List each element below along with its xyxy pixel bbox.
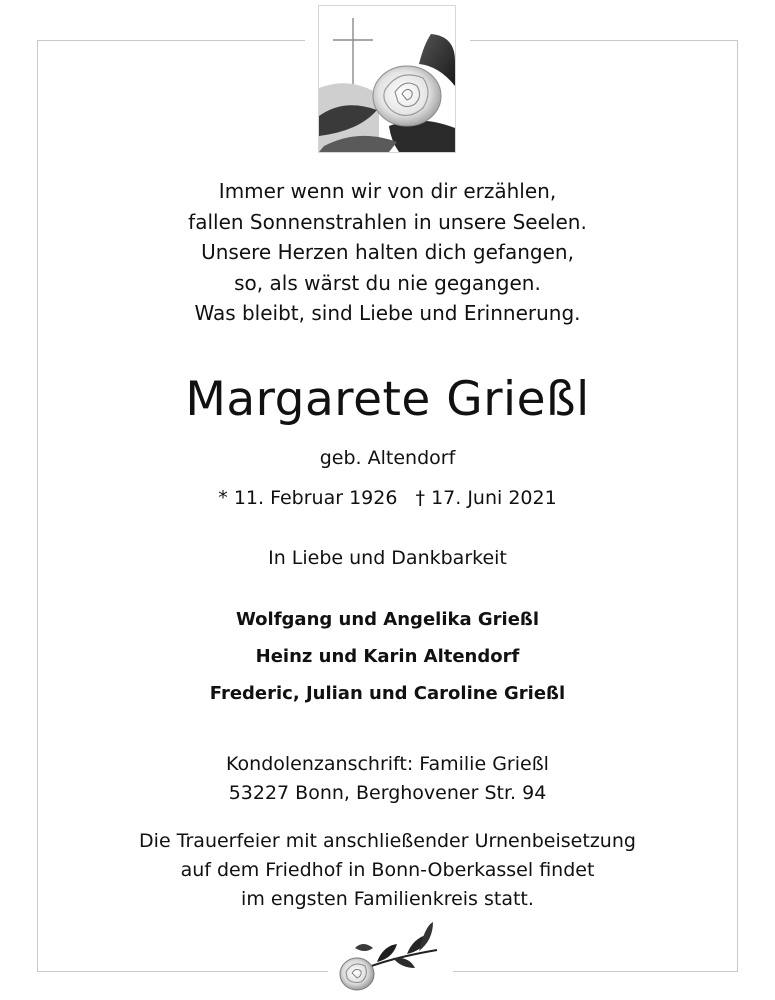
cross-and-rose-icon [318,5,456,153]
notice-line: auf dem Friedhof in Bonn-Oberkassel findet [180,859,595,881]
notice-line: im engsten Familienkreis statt. [241,888,534,910]
address-line: Kondolenzanschrift: Familie Grießl [226,753,549,775]
thanks-line: In Liebe und Dankbarkeit [268,547,507,569]
life-dates: * 11. Februar 1926 † 17. Juni 2021 [218,487,557,509]
birth-name: geb. Altendorf [319,447,456,469]
mourner-line: Frederic, Julian und Caroline Grießl [209,683,566,704]
poem-line: Immer wenn wir von dir erzählen, [218,179,557,203]
rose-icon [335,918,441,998]
poem [40,176,735,329]
mourner-line: Heinz und Karin Altendorf [255,646,520,667]
poem-line: so, als wärst du nie gegangen. [234,270,541,295]
mourner-line: Wolfgang und Angelika Grießl [235,609,540,630]
poem-line: Unsere Herzen halten dich gefangen, [201,240,574,264]
condolence-address [40,750,735,808]
funeral-notice [40,827,735,914]
poem-line: fallen Sonnenstrahlen in unsere Seelen. [188,209,587,234]
poem-line: Was bleibt, sind Liebe und Erinnerung. [194,301,581,325]
mourners-list [40,601,735,712]
notice-line: Die Trauerfeier mit anschließender Urnenbeisetzung [139,830,636,852]
deceased-name: Margarete Grießl [185,372,590,427]
address-line: 53227 Bonn, Berghovener Str. 94 [228,782,547,804]
